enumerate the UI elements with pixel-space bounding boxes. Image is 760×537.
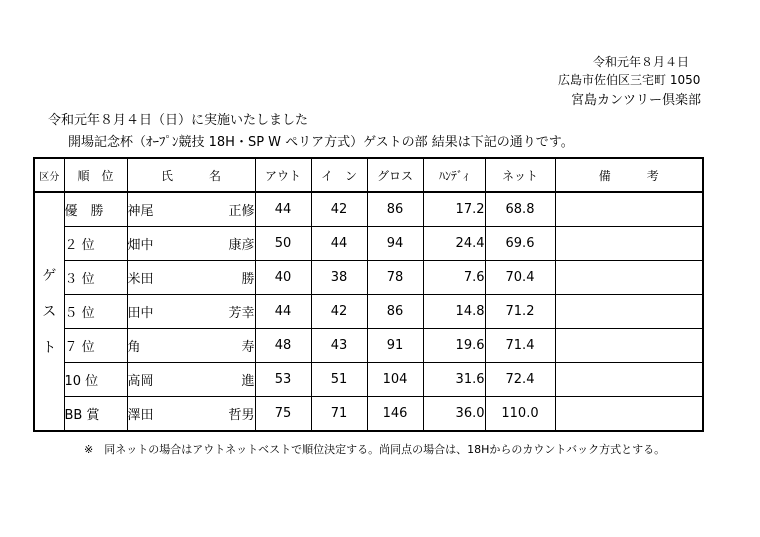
in-cell: 51 (311, 363, 367, 397)
out-cell: 48 (255, 329, 311, 363)
in-cell: 42 (311, 295, 367, 329)
handicap-cell: 7.6 (423, 261, 485, 295)
in-cell: 43 (311, 329, 367, 363)
rank-cell: ２ 位 (64, 227, 127, 261)
category-cell (34, 192, 64, 431)
category-char: ス (42, 303, 57, 320)
family-name: 澤田 (127, 408, 154, 423)
footnote: ※ 同ネットの場合はアウトネットベストで順位決定する。尚同点の場合は、18Hからのカウントバック方式とする。 (84, 443, 666, 456)
given-name: 正修 (228, 204, 255, 219)
net-cell: 70.4 (485, 261, 555, 295)
given-name: 芳幸 (228, 306, 255, 321)
category-char: ト (42, 339, 57, 356)
in-cell: 71 (311, 397, 367, 432)
family-name: 米田 (127, 272, 154, 287)
family-name: 神尾 (127, 204, 154, 219)
gross-cell: 146 (367, 397, 423, 432)
handicap-cell: 17.2 (423, 192, 485, 227)
header-out: アウト (255, 158, 311, 192)
remarks-cell (555, 329, 703, 363)
table-row (34, 227, 703, 261)
remarks-cell (555, 295, 703, 329)
category-char: ゲ (42, 267, 57, 284)
header-remarks: 備 考 (555, 158, 703, 192)
net-cell: 72.4 (485, 363, 555, 397)
rank-cell: 優 勝 (64, 192, 127, 227)
gross-cell: 104 (367, 363, 423, 397)
name-cell (127, 329, 255, 363)
given-name: 康彦 (228, 238, 255, 253)
table-row (34, 261, 703, 295)
handicap-cell: 31.6 (423, 363, 485, 397)
out-cell: 50 (255, 227, 311, 261)
table-row (34, 329, 703, 363)
event-description: 開場記念杯（ｵｰﾌﾟﾝ競技 18H・SP W ペリア方式）ゲストの部 結果は下記の通りです。 (68, 135, 574, 150)
given-name: 哲男 (228, 408, 255, 423)
in-cell: 42 (311, 192, 367, 227)
handicap-cell: 19.6 (423, 329, 485, 363)
gross-cell: 91 (367, 329, 423, 363)
rank-cell: ５ 位 (64, 295, 127, 329)
name-cell (127, 363, 255, 397)
rank-cell: ３ 位 (64, 261, 127, 295)
table-row (34, 192, 703, 227)
rank-cell: 10 位 (64, 363, 127, 397)
given-name: 勝 (241, 272, 255, 287)
remarks-cell (555, 227, 703, 261)
family-name: 田中 (127, 306, 154, 321)
header-net: ネット (485, 158, 555, 192)
table-header-row (34, 158, 703, 192)
name-cell (127, 261, 255, 295)
family-name: 高岡 (127, 374, 154, 389)
table-row (34, 295, 703, 329)
remarks-cell (555, 397, 703, 432)
out-cell: 53 (255, 363, 311, 397)
gross-cell: 86 (367, 295, 423, 329)
remarks-cell (555, 261, 703, 295)
out-cell: 40 (255, 261, 311, 295)
net-cell: 71.2 (485, 295, 555, 329)
remarks-cell (555, 363, 703, 397)
results-table (33, 157, 704, 432)
in-cell: 38 (311, 261, 367, 295)
net-cell: 71.4 (485, 329, 555, 363)
name-cell (127, 192, 255, 227)
gross-cell: 86 (367, 192, 423, 227)
out-cell: 75 (255, 397, 311, 432)
club-name: 宮島カンツリー倶楽部 (571, 93, 702, 108)
gross-cell: 78 (367, 261, 423, 295)
out-cell: 44 (255, 295, 311, 329)
given-name: 寿 (241, 340, 255, 355)
handicap-cell: 14.8 (423, 295, 485, 329)
header-category: 区分 (34, 158, 64, 192)
club-address: 広島市佐伯区三宅町 1050 (558, 73, 701, 87)
net-cell: 68.8 (485, 192, 555, 227)
name-cell (127, 295, 255, 329)
family-name: 角 (127, 340, 141, 355)
remarks-cell (555, 192, 703, 227)
header-handicap: ﾊﾝﾃﾞｨ (423, 158, 485, 192)
gross-cell: 94 (367, 227, 423, 261)
handicap-cell: 36.0 (423, 397, 485, 432)
rank-cell: BB 賞 (64, 397, 127, 432)
in-cell: 44 (311, 227, 367, 261)
net-cell: 69.6 (485, 227, 555, 261)
out-cell: 44 (255, 192, 311, 227)
name-cell (127, 397, 255, 432)
intro-text: 令和元年８月４日（日）に実施いたしました (48, 113, 309, 128)
header-gross: グロス (367, 158, 423, 192)
name-cell (127, 227, 255, 261)
header-date: 令和元年８月４日 (593, 55, 690, 69)
given-name: 進 (241, 374, 255, 389)
table-row (34, 397, 703, 432)
family-name: 畑中 (127, 238, 154, 253)
header-in: イ ン (311, 158, 367, 192)
handicap-cell: 24.4 (423, 227, 485, 261)
header-name: 氏 名 (127, 158, 255, 192)
rank-cell: ７ 位 (64, 329, 127, 363)
header-rank: 順 位 (64, 158, 127, 192)
table-row (34, 363, 703, 397)
net-cell: 110.0 (485, 397, 555, 432)
